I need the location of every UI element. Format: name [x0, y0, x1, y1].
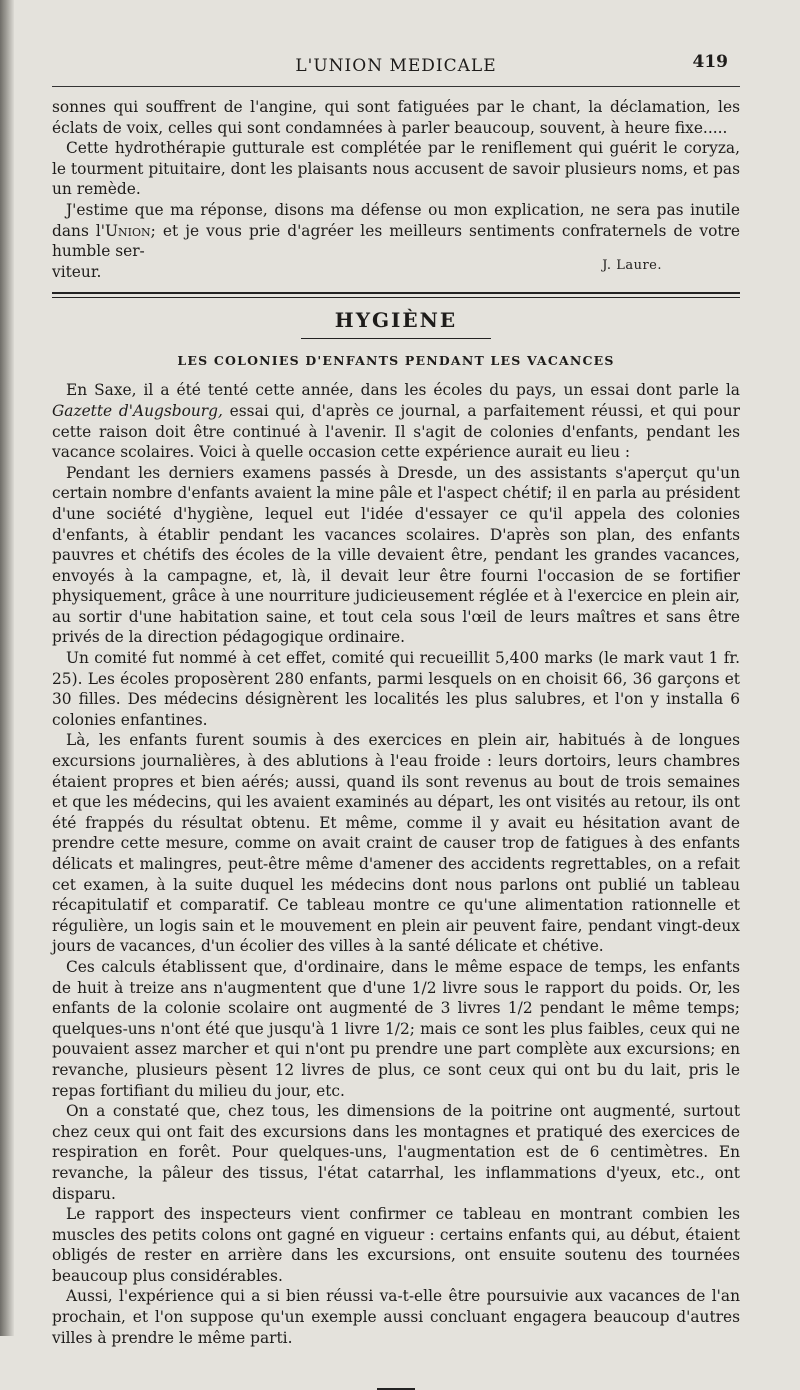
- article-body: [52, 380, 740, 1348]
- section-title: HYGIÈNE: [334, 308, 458, 333]
- section-divider: [52, 292, 740, 298]
- letter-paragraph: Cette hydrothérapie gutturale est complétée par le reniflement qui guérit le coryza, le tourment pituitaire, dont les plaisants nous accusent de savoir plusieurs noms, et pas un remède.: [52, 139, 740, 199]
- page-number: 419: [692, 52, 728, 72]
- author-signature: J. Laure.: [602, 257, 662, 273]
- article-paragraph: En Saxe, il a été tenté cette année, dans les écoles du pays, un essai dont parle la Gazette d'Augsbourg, essai qui, d'après ce journal, a parfaitement réussi, et qui pour cette raison doit être continué à l'avenir. Il s'agit de colonies d'enfants, pendant les vacance scolaires. Voici à quelle occasion cette expérience aurait eu lieu :: [52, 381, 740, 462]
- header-rule: [52, 86, 740, 87]
- article-paragraph: Là, les enfants furent soumis à des exercices en plein air, habitués à de longues excursions journalières, à des ablutions à l'eau froide : leurs dortoirs, leurs chambres étaient propres et bien aérés; aussi, quand ils sont revenus au bout de trois semaines et que les médecins, qui les avaient examinés au départ, les ont visités au retour, ils ont été frappés du résultat obtenu. Et même, comme il y avait eu hésitation avant de prendre cette mesure, comme on avait craint de causer trop de fatigues à des enfants délicats et malingres, peut-être même d'amener des accidents regrettables, on a refait cet examen, à la suite duquel les médecins dont nous parlons ont publié un tableau récapitulatif et comparatif. Ce tableau montre ce qu'une alimentation rationnelle et régulière, un logis sain et le mouvement en plein air peuvent faire, pendant vingt-deux jours de vacances, d'un écolier des villes à la santé délicate et chétive.: [52, 731, 740, 956]
- article-title: LES COLONIES D'ENFANTS PENDANT LES VACANCES: [177, 353, 615, 369]
- article-paragraph: Ces calculs établissent que, d'ordinaire, dans le même espace de temps, les enfants de huit à treize ans n'augmentent que d'une 1/2 livre sous le rapport du poids. Or, les enfants de la colonie scolaire ont augmenté de 3 livres 1/2 pendant le même temps; quelques-uns n'ont été que jusqu'à 1 livre 1/2; mais ce sont les plus faibles, ceux qui ne pouvaient assez marcher et qui n'ont pu prendre une part complète aux excursions; en revanche, plusieurs pèsent 12 livres de plus, ce sont ceux qui ont bu du lait, pris le repas fortifiant du milieu du jour, etc.: [52, 957, 740, 1100]
- signature-line: [52, 257, 740, 283]
- journal-title: L'UNION MEDICALE: [295, 56, 497, 76]
- page-gutter-shadow: [0, 0, 14, 1336]
- article-paragraph: Le rapport des inspecteurs vient confirmer ce tableau en montrant combien les muscles des petits colons ont gagné en vigueur : certains enfants qui, au début, étaient obligés de rester en arrière dans les excursions, ont ensuite soutenu des tournées beaucoup plus considérables.: [52, 1205, 740, 1285]
- letter-last-word: viteur.: [52, 262, 102, 281]
- article-paragraph: Aussi, l'expérience qui a si bien réussi va-t-elle être poursuivie aux vacances de l'an prochain, et l'on suppose qu'un exemple aussi concluant engagera beaucoup d'autres villes à prendre le même parti.: [52, 1287, 740, 1347]
- section-title-rule: [301, 338, 491, 339]
- article-paragraph: On a constaté que, chez tous, les dimensions de la poitrine ont augmenté, surtout chez ceux qui ont fait des excursions dans les montagnes et pratiqué des exercices de respiration en forêt. Pour quelques-uns, l'augmentation est de 6 centimètres. En revanche, la pâleur des tissus, l'état catarrhal, les inflammations d'yeux, etc., ont disparu.: [52, 1102, 740, 1203]
- letter-paragraph: J'estime que ma réponse, disons ma défense ou mon explication, ne sera pas inutile dans l'Union; et je vous prie d'agréer les meilleurs sentiments confraternels de votre humble ser-: [52, 200, 740, 261]
- journal-page: [52, 50, 740, 1390]
- running-head: [52, 50, 740, 84]
- article-paragraph: Pendant les derniers examens passés à Dresde, un des assistants s'aperçut qu'un certain nombre d'enfants avaient la mine pâle et l'aspect chétif; il en parla au président d'une société d'hygiène, lequel eut l'idée d'essayer ce qu'il appela des colonies d'enfants, à établir pendant les vacances scolaires. D'après son plan, des enfants pauvres et chétifs des écoles de la ville devaient être, pendant les grandes vacances, envoyés à la campagne, et, là, il devait leur être fourni l'occasion de se fortifier physiquement, grâce à une nourriture judicieusement réglée et à l'exercice en plein air, au sortir d'une habitation saine, et tout cela sous l'œil de leurs maîtres et sans être privés de la direction pédagogique ordinaire.: [52, 463, 740, 647]
- letter-conclusion: [52, 97, 740, 282]
- letter-paragraph: sonnes qui souffrent de l'angine, qui sont fatiguées par le chant, la déclamation, les éclats de voix, celles qui sont condamnées à parler beaucoup, souvent, à heure fixe.....: [52, 98, 740, 137]
- article-paragraph: Un comité fut nommé à cet effet, comité qui recueillit 5,400 marks (le mark vaut 1 fr. 25). Les écoles proposèrent 280 enfants, parmi lesquels on en choisit 66, 36 garçons et 30 filles. Des médecins désignèrent les localités les plus salubres, et l'on y installa 6 colonies enfantines.: [52, 649, 740, 729]
- journal-name: Gazette d'Augsbourg,: [52, 401, 223, 420]
